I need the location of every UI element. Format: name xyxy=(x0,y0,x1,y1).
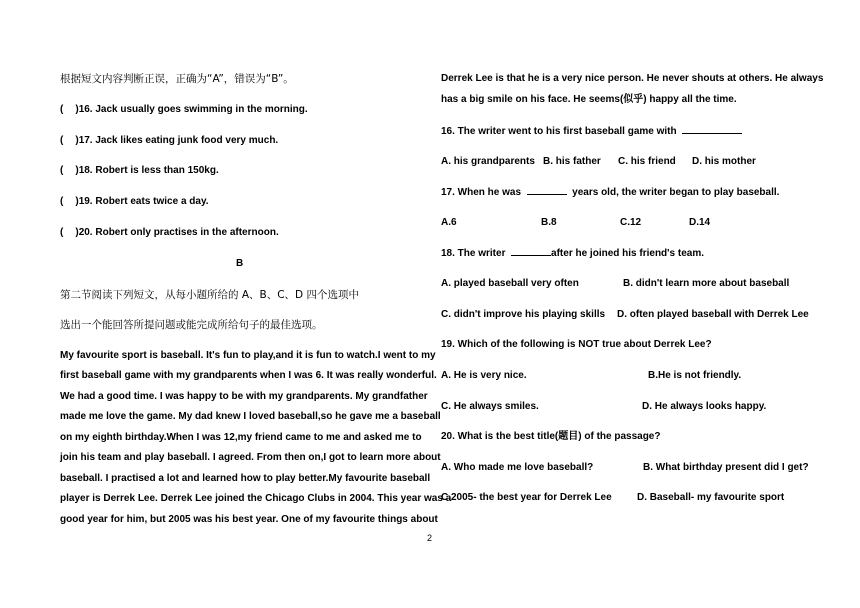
q20-option-d: D. Baseball- my favourite sport xyxy=(637,492,785,503)
q17-option-b: B.8 xyxy=(541,217,557,228)
passage-line-9: good year for him, but 2005 was his best year. One of my favourite things about xyxy=(60,514,438,525)
q18-option-c: C. didn't improve his playing skills xyxy=(441,309,606,320)
q17-option-d: D.14 xyxy=(689,217,711,228)
q19-option-d: D. He always looks happy. xyxy=(642,401,767,412)
answer-blank xyxy=(527,185,567,195)
question-17: 17. When he was years old, the writer began to play baseball. xyxy=(441,187,780,198)
q16-option-c: C. his friend xyxy=(618,156,676,167)
section-intro-line-1: 第二节阅读下列短文，从每小题所给的 A、B、C、D 四个选项中 xyxy=(60,289,359,301)
passage-line-7: baseball. I practised a lot and learned how to play better.My favourite baseball xyxy=(60,473,431,484)
q18-option-a: A. played baseball very often xyxy=(441,278,579,289)
page-number: 2 xyxy=(427,533,433,543)
tf-item-17: ( )17. Jack likes eating junk food very much. xyxy=(60,135,279,146)
tf-item-18: ( )18. Robert is less than 150kg. xyxy=(60,165,219,176)
q16-option-b: B. his father xyxy=(543,156,601,167)
passage-line-10: Derrek Lee is that he is a very nice person. He never shouts at others. He always xyxy=(441,73,824,84)
q20-option-a: A. Who made me love baseball? xyxy=(441,462,594,473)
answer-blank xyxy=(682,124,742,134)
q19-option-b: B.He is not friendly. xyxy=(648,370,742,381)
question-19: 19. Which of the following is NOT true about Derrek Lee? xyxy=(441,339,712,350)
passage-line-11: has a big smile on his face. He seems(似乎) happy all the time. xyxy=(441,94,737,105)
tf-item-16: ( )16. Jack usually goes swimming in the morning. xyxy=(60,104,308,115)
question-16: 16. The writer went to his first baseball game with xyxy=(441,124,742,139)
q16-option-d: D. his mother xyxy=(692,156,756,167)
q17-option-a: A.6 xyxy=(441,217,457,228)
passage-line-1: My favourite sport is baseball. It's fun to play,and it is fun to watch.I went to my xyxy=(60,350,436,361)
instruction-text: 根据短文内容判断正误，正确为“A”，错误为“B”。 xyxy=(60,73,294,85)
question-18: 18. The writer after he joined his friend's team. xyxy=(441,248,704,259)
section-intro-line-2: 选出一个能回答所提问题或能完成所给句子的最佳选项。 xyxy=(60,319,323,331)
passage-line-3: We had a good time. I was happy to be with my grandparents. My grandfather xyxy=(60,391,428,402)
q19-option-a: A. He is very nice. xyxy=(441,370,527,381)
answer-blank xyxy=(511,246,551,256)
tf-item-20: ( )20. Robert only practises in the afternoon. xyxy=(60,227,279,238)
passage-line-4: made me love the game. My dad knew I loved baseball,so he gave me a baseball xyxy=(60,411,441,422)
tf-item-19: ( )19. Robert eats twice a day. xyxy=(60,196,209,207)
q17-option-c: C.12 xyxy=(620,217,642,228)
question-20: 20. What is the best title(题目) of the passage? xyxy=(441,431,661,442)
section-heading-b: B xyxy=(236,258,244,269)
passage-line-5: on my eighth birthday.When I was 12,my friend came to me and asked me to xyxy=(60,432,422,443)
q20-option-c: C.2005- the best year for Derrek Lee xyxy=(441,492,612,503)
q19-option-c: C. He always smiles. xyxy=(441,401,539,412)
q18-option-b: B. didn't learn more about baseball xyxy=(623,278,790,289)
q20-option-b: B. What birthday present did I get? xyxy=(643,462,809,473)
passage-line-8: player is Derrek Lee. Derrek Lee joined the Chicago Clubs in 2004. This year was a xyxy=(60,493,452,504)
q18-option-d: D. often played baseball with Derrek Lee xyxy=(617,309,809,320)
passage-line-6: join his team and play baseball. I agreed. From then on,I got to learn more about xyxy=(60,452,441,463)
q16-option-a: A. his grandparents xyxy=(441,156,535,167)
passage-line-2: first baseball game with my grandparents when I was 6. It was really wonderful. xyxy=(60,370,437,381)
